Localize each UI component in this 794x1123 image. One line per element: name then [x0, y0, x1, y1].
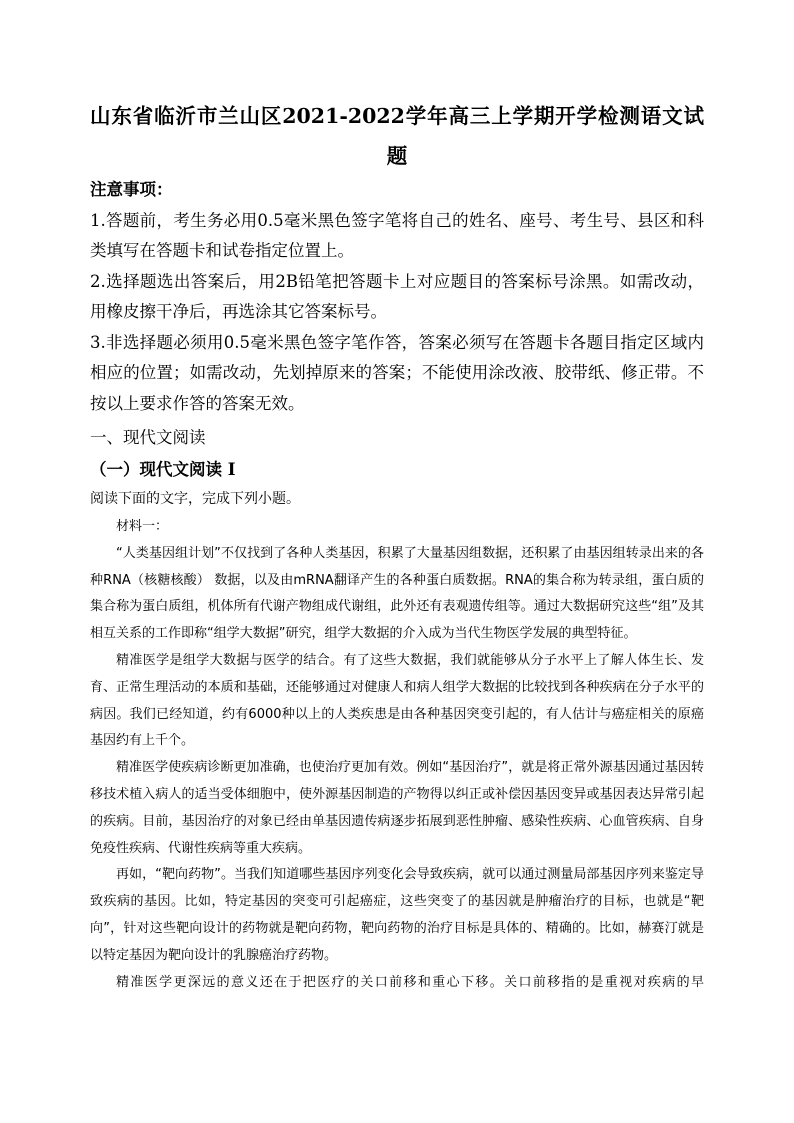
material-paragraph-4: 再如，“靶向药物”。当我们知道哪些基因序列变化会导致疾病，就可以通过测量局部基因序列来鉴定导致疾病的基因。比如，特定基因的突变可引起癌症，这些突变了的基因就是肿瘤治疗的目标，也就是“靶向”，针对这些靶向设计的药物就是靶向药物，靶向药物的治疗目标是具体的、精确的。比如，赫赛汀就是以特定基因为靶向设计的乳腺癌治疗药物。 [90, 867, 704, 963]
subsection-heading: （一）现代文阅读 I [90, 460, 236, 479]
notice-section [90, 175, 704, 419]
document-title: 山东省临沂市兰山区2021-2022学年高三上学期开学检测语文试题 [90, 104, 704, 168]
notice-item-1: 1.答题前，考生务必用0.5毫米黑色签字笔将自己的姓名、座号、考生号、县区和科类填写在答题卡和试卷指定位置上。 [90, 210, 704, 260]
section-heading: 一、现代文阅读 [90, 428, 206, 447]
notice-item-3: 3.非选择题必须用0.5毫米黑色签字笔作答，答案必须写在答题卡各题目指定区域内相应的位置；如需改动，先划掉原来的答案；不能使用涂改液、胶带纸、修正带。不按以上要求作答的答案无效。 [90, 332, 704, 413]
material-paragraph-1: “人类基因组计划”不仅找到了各种人类基因，积累了大量基因组数据，还积累了由基因组转录出来的各种RNA（核糖核酸） 数据，以及由mRNA翻译产生的各种蛋白质数据。RNA的集合称为转录组，蛋白质的集合称为蛋白质组，机体所有代谢产物组成代谢组，此外还有表观遗传组等。通过大数据研究这些“组”及其相互关系的工作即称“组学大数据”研究，组学大数据的介入成为当代生物医学发展的典型特征。 [90, 545, 704, 642]
reading-instruction: 阅读下面的文字，完成下列小题。 [90, 491, 300, 507]
material-paragraph-5: 精准医学更深远的意义还在于把医疗的关口前移和重心下移。关口前移指的是重视对疾病的早 [116, 974, 704, 990]
notice-heading: 注意事项： [90, 180, 173, 199]
material-paragraph-3: 精准医学使疾病诊断更加准确，也使治疗更加有效。例如“基因治疗”，就是将正常外源基因通过基因转移技术植入病人的适当受体细胞中，使外源基因制造的产物得以纠正或补偿因基因变异或基因表达异常引起的疾病。目前，基因治疗的对象已经由单基因遗传病逐步拓展到恶性肿瘤、感染性疾病、心血管疾病、自身免疫性疾病、代谢性疾病等重大疾病。 [90, 760, 704, 856]
material-paragraph-2: 精准医学是组学大数据与医学的结合。有了这些大数据，我们就能够从分子水平上了解人体生长、发育、正常生理活动的本质和基础，还能够通过对健康人和病人组学大数据的比较找到各种疾病在分子水平的病因。我们已经知道，约有6000种以上的人类疾患是由各种基因突变引起的，有人估计与癌症相关的原癌基因约有上千个。 [90, 652, 704, 749]
reading-material [90, 514, 704, 996]
notice-item-2: 2.选择题选出答案后，用2B铅笔把答题卡上对应题目的答案标号涂黑。如需改动，用橡皮擦干净后，再选涂其它答案标号。 [90, 271, 704, 321]
material-label: 材料一： [116, 519, 169, 534]
